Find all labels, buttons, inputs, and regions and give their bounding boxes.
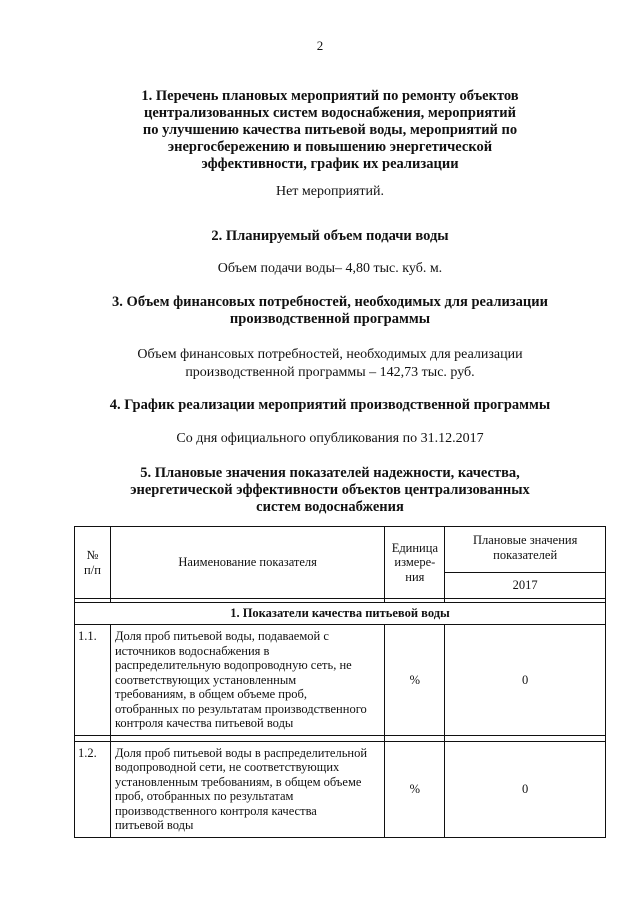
section-1-body: Нет мероприятий. [275,184,385,199]
section-2-heading: 2. Планируемый объем подачи воды [211,228,449,244]
section-5-heading [40,465,620,516]
page-number: 2 [316,38,324,53]
unit-cell: % [385,741,445,837]
header-unit: Единица измере- ния [385,527,445,599]
group-title: 1. Показатели качества питьевой воды [75,603,606,625]
section-4-heading: 4. График реализации мероприятий производственной программы [109,397,551,413]
heading-line: 5. Плановые значения показателей надежности, качества, [140,465,520,481]
row-number: 1.1. [75,625,111,736]
heading-line: эффективности, график их реализации [201,156,459,172]
indicator-name: Доля проб питьевой воды, подаваемой с источников водоснабжения в распределительную водопроводную сеть, не соответствующих установленным требованиям, в общем объеме проб, отобранных по результатам производственного контроля качества питьевой воды [110,625,384,736]
body-line: Объем финансовых потребностей, необходимых для реализации [137,347,523,362]
header-number: № п/п [75,527,111,599]
row-number: 1.2. [75,741,111,837]
heading-line: систем водоснабжения [256,499,404,515]
header-indicator-name: Наименование показателя [110,527,384,599]
table-row [75,741,606,837]
heading-line: энергосбережению и повышению энергетической [167,139,493,155]
heading-line: энергетической эффективности объектов централизованных [130,482,530,498]
header-year: 2017 [445,573,606,599]
section-1-heading [60,88,600,173]
body-line: производственной программы – 142,73 тыс. руб. [185,365,475,380]
table-group-row [75,603,606,625]
unit-cell: % [385,625,445,736]
section-3-body [60,346,600,382]
heading-line: по улучшению качества питьевой воды, мероприятий по [142,122,518,138]
value-cell: 0 [445,625,606,736]
heading-line: производственной программы [229,311,431,327]
indicator-name: Доля проб питьевой воды в распределительной водопроводной сети, не соответствующих установленным требованиям, в общем объеме проб, отобранных по результатам производственного контроля качества питьевой воды [110,741,384,837]
header-planned-values: Плановые значения показателей [445,527,606,573]
table-row [75,625,606,736]
section-4-body: Со дня официального опубликования по 31.12.2017 [176,431,484,446]
heading-line: 3. Объем финансовых потребностей, необходимых для реализации [112,294,548,310]
heading-line: централизованных систем водоснабжения, мероприятий [144,105,516,121]
value-cell: 0 [445,741,606,837]
indicators-table [74,526,606,838]
section-2-body: Объем подачи воды– 4,80 тыс. куб. м. [217,261,443,276]
table-header-row [75,527,606,573]
heading-line: 1. Перечень плановых мероприятий по ремонту объектов [141,88,519,104]
section-3-heading [30,294,630,328]
